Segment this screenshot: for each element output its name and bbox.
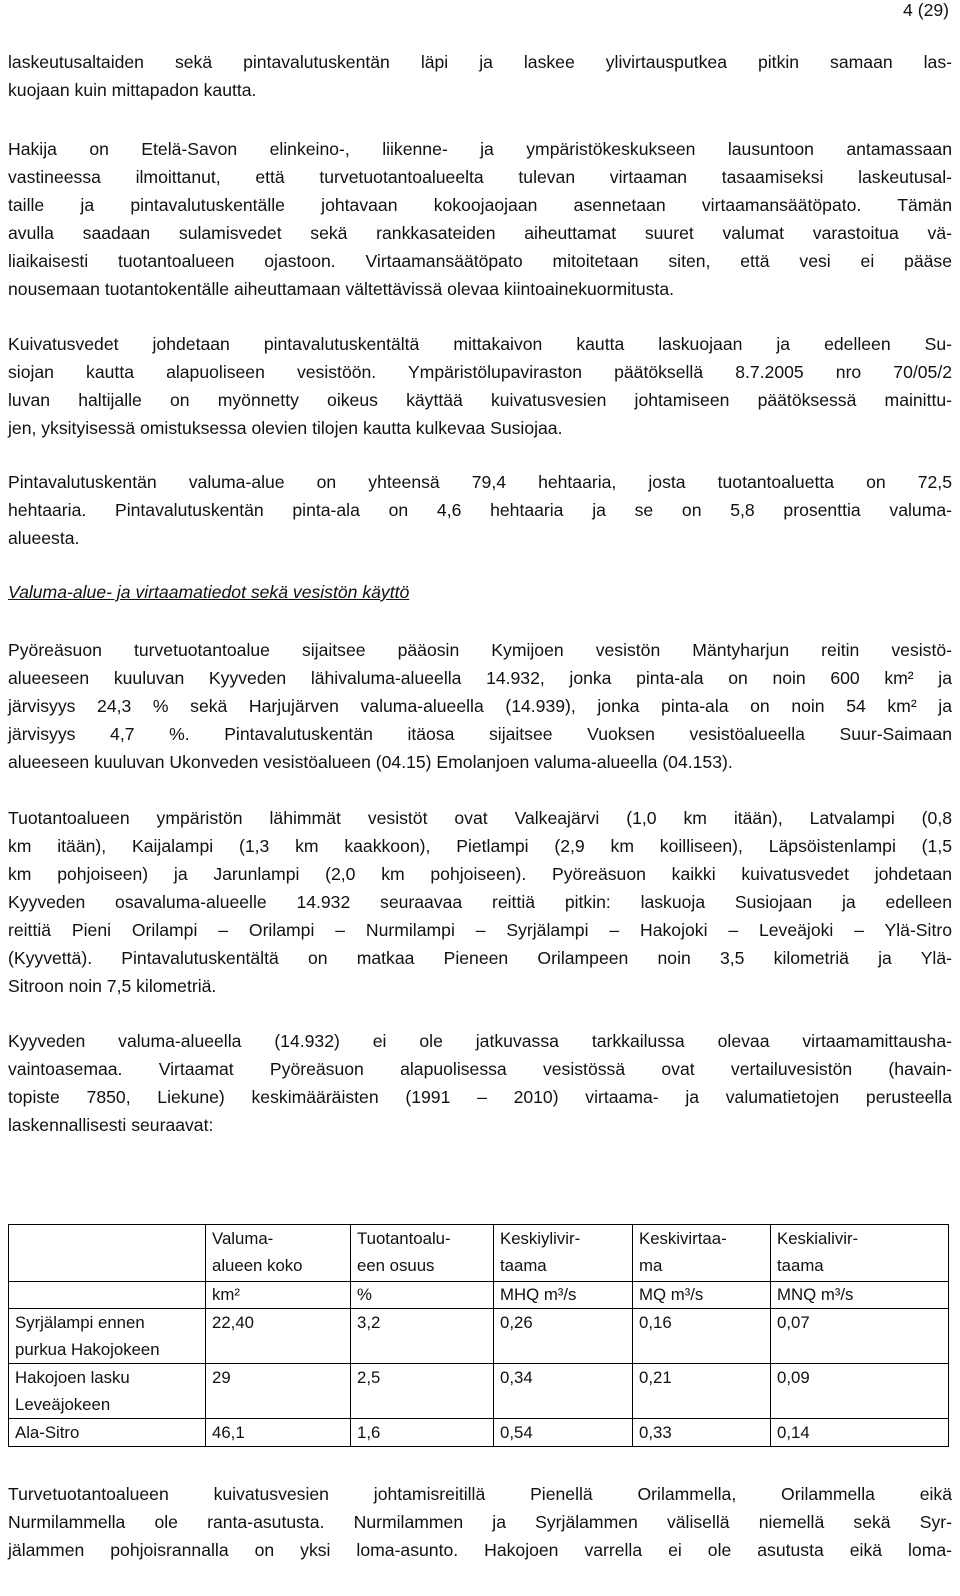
table-cell: 0,09 — [771, 1364, 949, 1419]
paragraph-line: avulla saadaan sulamisvedet sekä rankkasateiden aiheuttamat suuret valumat varastoitua vä- — [8, 223, 952, 243]
paragraph-line: Pintavalutuskentän valuma-alue on yhteensä 79,4 hehtaaria, josta tuotantoaluetta on 72,5 — [8, 472, 952, 492]
table-cell: Syrjälampi ennen purkua Hakojokeen — [9, 1309, 206, 1364]
paragraph-line: luvan haltijalle on myönnetty oikeus käyttää kuivatusvesien johtamiseen päätöksessä mainittu- — [8, 390, 952, 410]
flow-table — [8, 1224, 949, 1447]
table-cell: 0,33 — [633, 1419, 771, 1447]
paragraph-line: km pohjoiseen) ja Jarunlampi (2,0 km pohjoiseen). Pyöreäsuon kaikki kuivatusvedet johdetaan — [8, 864, 952, 884]
paragraph-line: taille ja pintavalutuskentälle johtavaan kokoojaojaan asennetaan virtaamansäätöpato. Tämän — [8, 195, 952, 215]
table-header-cell: Keskivirtaa- ma — [633, 1225, 771, 1282]
table-cell: 0,07 — [771, 1309, 949, 1364]
paragraph-line: laskennallisesti seuraavat: — [8, 1115, 214, 1135]
paragraph-line: reittiä Pieni Orilampi – Orilampi – Nurmilampi – Syrjälampi – Hakojoki – Leveäjoki – Ylä-Sitro — [8, 920, 952, 940]
paragraph-line: Pyöreäsuon turvetuotantoalue sijaitsee pääosin Kymijoen vesistön Mäntyharjun reitin vesistö- — [8, 640, 952, 660]
paragraph-line: Hakija on Etelä-Savon elinkeino-, liikenne- ja ympäristökeskukseen lausuntoon antamassaan — [8, 139, 952, 159]
paragraph-line: (Kyyvettä). Pintavalutuskentältä on matkaa Pieneen Orilampeen noin 3,5 kilometriä ja Ylä- — [8, 948, 952, 968]
paragraph-line: alueesta. — [8, 528, 80, 548]
paragraph-line: kuojaan kuin mittapadon kautta. — [8, 80, 257, 100]
paragraph-line: vaintoasemaa. Virtaamat Pyöreäsuon alapuolisessa vesistössä ovat vertailuvesistön (havain- — [8, 1059, 952, 1079]
paragraph-line: nousemaan tuotantokentälle aiheuttamaan vältettävissä olevaa kiintoainekuormitusta. — [8, 279, 675, 299]
table-cell: 29 — [206, 1364, 351, 1419]
table-cell: 0,26 — [494, 1309, 633, 1364]
paragraph-line: siojan kautta alapuoliseen vesistöön. Ympäristölupaviraston päätöksellä 8.7.2005 nro 70/05/2 — [8, 362, 952, 382]
table-unit-cell — [9, 1282, 206, 1309]
table-cell: 0,34 — [494, 1364, 633, 1419]
paragraph-line: Nurmilammella ole ranta-asutusta. Nurmilammen ja Syrjälammen välisellä niemellä sekä Syr- — [8, 1512, 952, 1532]
table-cell: 0,14 — [771, 1419, 949, 1447]
paragraph-line: Tuotantoalueen ympäristön lähimmät vesistöt ovat Valkeajärvi (1,0 km itään), Latvalampi (0,8 — [8, 808, 952, 828]
table-unit-cell: % — [351, 1282, 494, 1309]
table-cell: 3,2 — [351, 1309, 494, 1364]
table-unit-cell: MQ m³/s — [633, 1282, 771, 1309]
paragraph-line: jen, yksityisessä omistuksessa olevien tilojen kautta kulkevaa Susiojaa. — [8, 418, 563, 438]
table-header-cell: Keskiylivir- taama — [494, 1225, 633, 1282]
paragraph-line: Kuivatusvedet johdetaan pintavalutuskentältä mittakaivon kautta laskuojaan ja edelleen Su- — [8, 334, 952, 354]
table-header-cell: Keskialivir- taama — [771, 1225, 949, 1282]
table-unit-cell: MHQ m³/s — [494, 1282, 633, 1309]
table-cell: 2,5 — [351, 1364, 494, 1419]
paragraph-line: hehtaaria. Pintavalutuskentän pinta-ala on 4,6 hehtaaria ja se on 5,8 prosenttia valuma- — [8, 500, 952, 520]
table-row — [9, 1309, 949, 1364]
paragraph-line: järvisyys 4,7 %. Pintavalutuskentän itäosa sijaitsee Vuoksen vesistöalueella Suur-Saimaan — [8, 724, 952, 744]
paragraph-line: Turvetuotantoalueen kuivatusvesien johtamisreitillä Pienellä Orilammella, Orilammella eikä — [8, 1484, 952, 1504]
table-header-cell: Valuma- alueen koko — [206, 1225, 351, 1282]
table-unit-cell: km² — [206, 1282, 351, 1309]
table-row — [9, 1419, 949, 1447]
table-cell: 1,6 — [351, 1419, 494, 1447]
section-heading: Valuma-alue- ja virtaamatiedot sekä vesistön käyttö — [8, 582, 410, 602]
table-row — [9, 1364, 949, 1419]
page-number: 4 (29) — [903, 0, 949, 20]
paragraph-line: järvisyys 24,3 % sekä Harjujärven valuma-alueella (14.939), jonka pinta-ala on noin 54 km² ja — [8, 696, 952, 716]
paragraph-line: vastineessa ilmoittanut, että turvetuotantoalueelta tulevan virtaaman tasaamiseksi laskeutusal- — [8, 167, 952, 187]
table-cell: 22,40 — [206, 1309, 351, 1364]
paragraph-line: alueeseen kuuluvan Kyyveden lähivaluma-alueella 14.932, jonka pinta-ala on noin 600 km² ja — [8, 668, 952, 688]
paragraph-line: jälammen pohjoisrannalla on yksi loma-asunto. Hakojoen varrella ei ole asutusta eikä loma- — [8, 1540, 952, 1560]
table-cell: 0,16 — [633, 1309, 771, 1364]
table-cell: Hakojoen lasku Leveäjokeen — [9, 1364, 206, 1419]
paragraph-line: Kyyveden osavaluma-alueelle 14.932 seuraavaa reittiä pitkin: laskuoja Susiojaan ja edelleen — [8, 892, 952, 912]
table-cell: 46,1 — [206, 1419, 351, 1447]
table-units-row — [9, 1282, 949, 1309]
paragraph-line: alueeseen kuuluvan Ukonveden vesistöalueen (04.15) Emolanjoen valuma-alueella (04.153). — [8, 752, 733, 772]
table-unit-cell: MNQ m³/s — [771, 1282, 949, 1309]
paragraph-line: liaikaisesti tuotantoalueen ojastoon. Virtaamansäätöpato mitoitetaan siten, että vesi ei pääse — [8, 251, 952, 271]
table-cell: Ala-Sitro — [9, 1419, 206, 1447]
paragraph-line: topiste 7850, Liekune) keskimääräisten (1991 – 2010) virtaama- ja valumatietojen perusteella — [8, 1087, 952, 1107]
table-cell: 0,21 — [633, 1364, 771, 1419]
table-header-row — [9, 1225, 949, 1282]
table-header-cell — [9, 1225, 206, 1282]
table-cell: 0,54 — [494, 1419, 633, 1447]
paragraph-line: laskeutusaltaiden sekä pintavalutuskentän läpi ja laskee ylivirtausputkea pitkin samaan las- — [8, 52, 952, 72]
paragraph-line: km itään), Kaijalampi (1,3 km kaakkoon), Pietlampi (2,9 km koilliseen), Läpsöistenlampi (1,5 — [8, 836, 952, 856]
table-header-cell: Tuotantoalu- een osuus — [351, 1225, 494, 1282]
paragraph-line: Sitroon noin 7,5 kilometriä. — [8, 976, 217, 996]
paragraph-line: Kyyveden valuma-alueella (14.932) ei ole jatkuvassa tarkkailussa olevaa virtaamamittausha- — [8, 1031, 952, 1051]
